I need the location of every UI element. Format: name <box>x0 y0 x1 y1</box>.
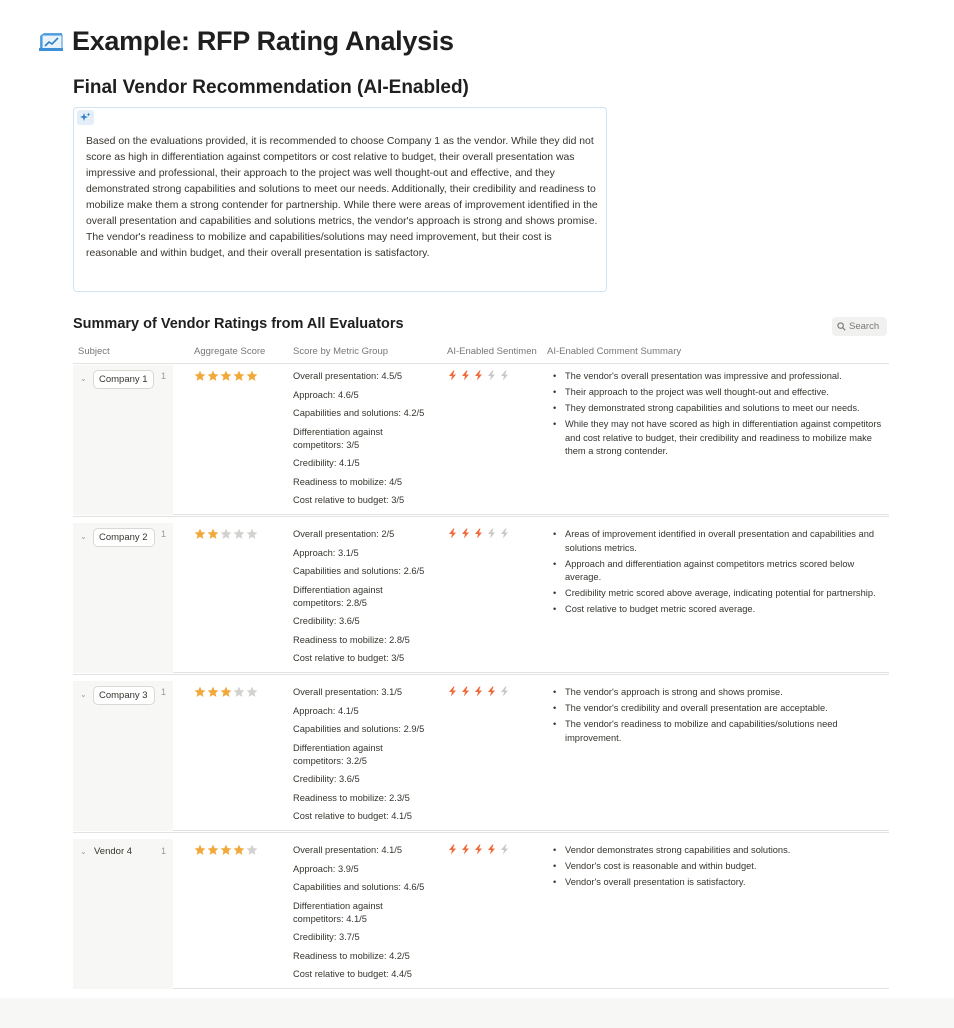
metric-score: Readiness to mobilize: 4/5 <box>293 476 403 487</box>
metric-score: Readiness to mobilize: 2.3/5 <box>293 792 410 803</box>
star-filled-icon <box>233 370 245 382</box>
chevron-down-icon[interactable]: ⌄ <box>80 532 87 541</box>
row-divider <box>173 830 889 831</box>
sentiment-rating <box>447 370 510 381</box>
row-divider <box>173 514 889 515</box>
metric-score: Overall presentation: 2/5 <box>293 529 395 539</box>
star-filled-icon <box>233 844 245 856</box>
comment-item: • The vendor's readiness to mobilize and capabilities/solutions need improvement. <box>553 718 883 745</box>
sentiment-rating <box>447 686 510 697</box>
bolt-filled-icon <box>473 370 484 381</box>
aggregate-stars <box>194 370 258 382</box>
bolt-filled-icon <box>447 370 458 381</box>
subject-pill[interactable]: Company 3 <box>93 686 155 705</box>
metric-score: Approach: 3.1/5 <box>293 547 359 558</box>
row-divider <box>173 988 889 989</box>
search-icon <box>837 322 846 331</box>
comment-item: • Vendor's cost is reasonable and within budget. <box>553 860 883 874</box>
metric-score: Differentiation against competitors: 3.2/5 <box>293 742 383 766</box>
star-filled-icon <box>207 844 219 856</box>
group-count: 1 <box>161 846 167 856</box>
metric-score: Capabilities and solutions: 4.2/5 <box>293 408 425 418</box>
bolt-filled-icon <box>473 844 484 855</box>
star-filled-icon <box>246 370 258 382</box>
group-subject-cell <box>73 839 173 989</box>
star-filled-icon <box>194 370 206 382</box>
metric-score: Credibility: 3.6/5 <box>293 616 360 626</box>
star-filled-icon <box>194 844 206 856</box>
search-label: Search <box>849 321 880 332</box>
vendor-group <box>73 523 889 673</box>
group-divider <box>73 674 889 675</box>
bolt-empty-icon <box>486 528 497 539</box>
chevron-down-icon[interactable]: ⌄ <box>80 374 87 383</box>
star-empty-icon <box>220 528 232 540</box>
metric-score: Approach: 4.1/5 <box>293 705 359 716</box>
chevron-down-icon[interactable]: ⌄ <box>80 847 87 856</box>
column-aggregate-score[interactable]: Aggregate Score <box>194 346 266 357</box>
group-divider <box>73 516 889 517</box>
metric-scores <box>293 844 433 987</box>
comment-item: • Vendor's overall presentation is satisfactory. <box>553 876 883 890</box>
comment-item: • The vendor's approach is strong and shows promise. <box>553 686 883 700</box>
column-comment-summary[interactable]: AI-Enabled Comment Summary <box>547 346 682 357</box>
metric-scores <box>293 370 433 513</box>
subject-pill[interactable]: Company 2 <box>93 528 155 547</box>
star-filled-icon <box>207 686 219 698</box>
bolt-filled-icon <box>447 528 458 539</box>
bolt-filled-icon <box>460 844 471 855</box>
comment-summary <box>553 844 883 892</box>
metric-scores <box>293 686 433 829</box>
chevron-down-icon[interactable]: ⌄ <box>80 690 87 699</box>
comment-item: • Areas of improvement identified in overall presentation and capabilities and solutions metrics. <box>553 528 883 555</box>
comment-item: • While they may not have scored as high in differentiation against competitors and cost relative to budget, their credibility and readiness to mobilize make them a strong contender. <box>553 418 883 459</box>
metric-score: Readiness to mobilize: 2.8/5 <box>293 634 410 645</box>
star-filled-icon <box>220 686 232 698</box>
subject-pill[interactable]: Company 1 <box>93 370 154 389</box>
bolt-empty-icon <box>486 370 497 381</box>
star-filled-icon <box>220 844 232 856</box>
metric-score: Credibility: 3.7/5 <box>293 932 360 942</box>
bolt-filled-icon <box>460 528 471 539</box>
aggregate-stars <box>194 686 258 698</box>
comment-item: • The vendor's credibility and overall presentation are acceptable. <box>553 702 883 716</box>
metric-score: Overall presentation: 4.1/5 <box>293 845 403 855</box>
metric-score: Capabilities and solutions: 2.6/5 <box>293 566 425 576</box>
metric-score: Credibility: 3.6/5 <box>293 774 360 784</box>
group-count: 1 <box>161 687 167 697</box>
bolt-empty-icon <box>499 370 510 381</box>
group-divider <box>73 832 889 833</box>
comment-summary <box>553 528 883 619</box>
metric-score: Overall presentation: 4.5/5 <box>293 371 403 381</box>
bolt-filled-icon <box>486 686 497 697</box>
comment-item: • Credibility metric scored above average, indicating potential for partnership. <box>553 587 883 601</box>
star-filled-icon <box>220 370 232 382</box>
page-title: Example: RFP Rating Analysis <box>72 26 454 56</box>
metric-score: Readiness to mobilize: 4.2/5 <box>293 950 410 961</box>
search-button[interactable] <box>832 317 887 336</box>
comment-summary <box>553 370 883 461</box>
sentiment-rating <box>447 528 510 539</box>
vendor-group <box>73 839 889 989</box>
star-empty-icon <box>246 528 258 540</box>
bolt-filled-icon <box>447 686 458 697</box>
bottom-bar <box>0 998 954 1028</box>
vendor-group <box>73 681 889 831</box>
bolt-filled-icon <box>460 686 471 697</box>
column-metric-group[interactable]: Score by Metric Group <box>293 346 389 357</box>
table-header <box>73 340 889 364</box>
aggregate-stars <box>194 528 258 540</box>
page-header <box>38 26 454 57</box>
metric-score: Cost relative to budget: 3/5 <box>293 653 405 663</box>
bolt-filled-icon <box>473 686 484 697</box>
metric-score: Approach: 3.9/5 <box>293 863 359 874</box>
metric-score: Differentiation against competitors: 2.8/5 <box>293 584 383 608</box>
metric-score: Differentiation against competitors: 4.1/5 <box>293 900 383 924</box>
comment-item: • Vendor demonstrates strong capabilities and solutions. <box>553 844 883 858</box>
metric-score: Cost relative to budget: 3/5 <box>293 495 405 505</box>
metric-score: Cost relative to budget: 4.4/5 <box>293 969 412 979</box>
comment-item: • Cost relative to budget metric scored average. <box>553 603 883 617</box>
sentiment-rating <box>447 844 510 855</box>
subject-label[interactable]: Vendor 4 <box>94 846 133 857</box>
row-divider <box>173 672 889 673</box>
column-subject[interactable]: Subject <box>78 346 110 357</box>
aggregate-stars <box>194 844 258 856</box>
recommendation-text: Based on the evaluations provided, it is recommended to choose Company 1 as the vendor. While they did not score as high in differentiation against competitors or cost relative to budget, their overall presentation was impressive and professional, their approach to the project was well thought-out and effective, and they demonstrated strong capabilities and solutions to meet our needs. Additionally, their credibility and readiness to mobilize make them a strong contender for partnership. While there were areas of improvement identified in the overall presentation and capabilities and solutions metrics, the vendor's approach is strong and shows promise. The vendor's readiness to mobilize and capabilities/solutions may need improvement, but their cost is reasonable and within budget, and their overall presentation is satisfactory. <box>86 136 598 259</box>
recommendation-heading: Final Vendor Recommendation (AI-Enabled) <box>73 77 469 98</box>
column-sentiment[interactable]: AI-Enabled Sentimen <box>447 346 537 357</box>
metric-scores <box>293 528 433 671</box>
star-empty-icon <box>246 686 258 698</box>
star-empty-icon <box>233 528 245 540</box>
star-empty-icon <box>233 686 245 698</box>
metric-score: Overall presentation: 3.1/5 <box>293 687 403 697</box>
group-count: 1 <box>161 529 167 539</box>
summary-heading: Summary of Vendor Ratings from All Evaluators <box>73 316 404 332</box>
star-empty-icon <box>246 844 258 856</box>
metric-score: Capabilities and solutions: 2.9/5 <box>293 724 425 734</box>
bolt-empty-icon <box>499 844 510 855</box>
vendor-group <box>73 365 889 515</box>
comment-item: • The vendor's overall presentation was impressive and professional. <box>553 370 883 384</box>
metric-score: Cost relative to budget: 4.1/5 <box>293 811 412 821</box>
sparkle-icon[interactable] <box>77 110 94 125</box>
star-filled-icon <box>194 528 206 540</box>
comment-item: • Approach and differentiation against competitors metrics scored below average. <box>553 558 883 585</box>
chart-icon[interactable] <box>38 30 64 54</box>
comment-item: • They demonstrated strong capabilities and solutions to meet our needs. <box>553 402 883 416</box>
bolt-filled-icon <box>486 844 497 855</box>
star-filled-icon <box>207 528 219 540</box>
bolt-filled-icon <box>473 528 484 539</box>
bolt-filled-icon <box>460 370 471 381</box>
group-count: 1 <box>161 371 167 381</box>
bolt-filled-icon <box>447 844 458 855</box>
metric-score: Credibility: 4.1/5 <box>293 458 360 468</box>
comment-summary <box>553 686 883 748</box>
star-filled-icon <box>207 370 219 382</box>
star-filled-icon <box>194 686 206 698</box>
bolt-empty-icon <box>499 528 510 539</box>
metric-score: Differentiation against competitors: 3/5 <box>293 426 383 450</box>
metric-score: Capabilities and solutions: 4.6/5 <box>293 882 425 892</box>
comment-item: • Their approach to the project was well thought-out and effective. <box>553 386 883 400</box>
metric-score: Approach: 4.6/5 <box>293 389 359 400</box>
bolt-empty-icon <box>499 686 510 697</box>
ai-recommendation-block[interactable] <box>73 107 607 292</box>
